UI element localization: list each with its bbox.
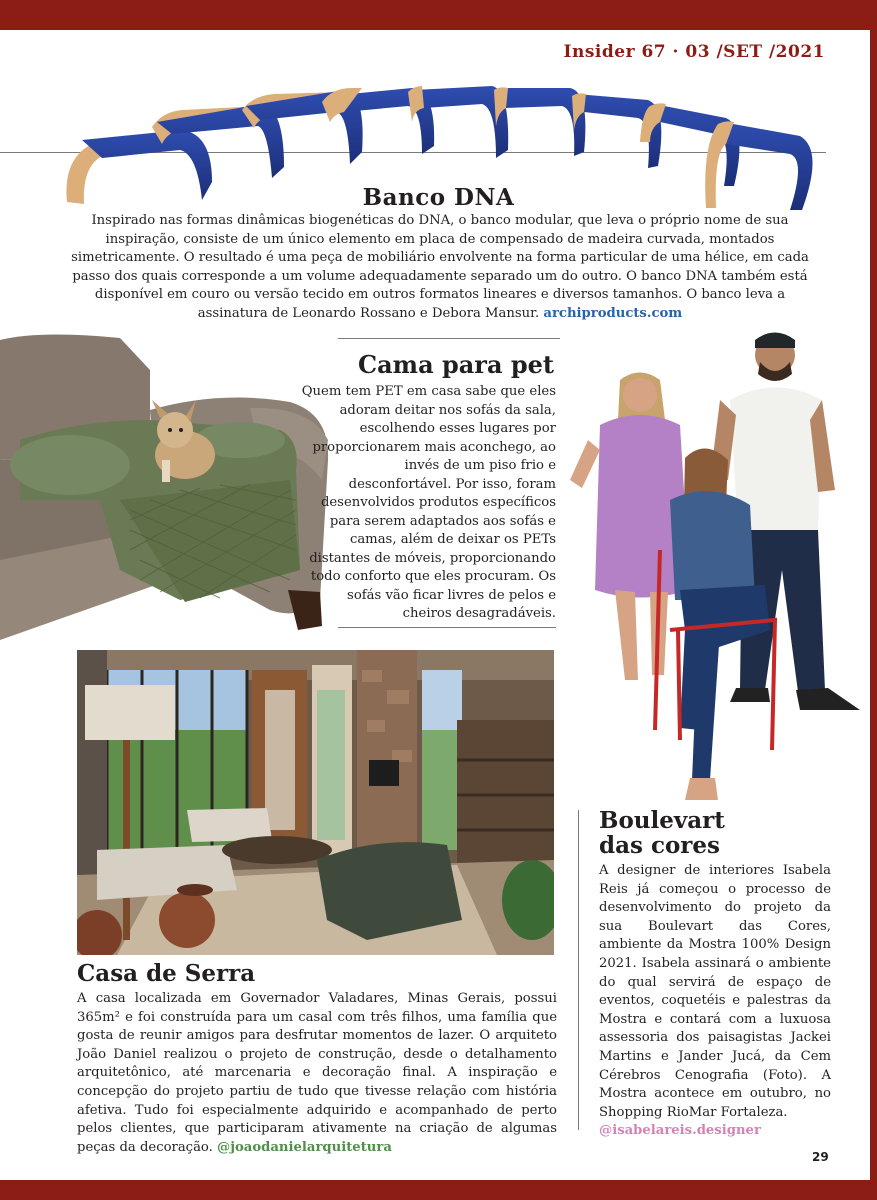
boulevart-title xyxy=(599,808,839,858)
issue-header: Insider 67 · 03 /SET /2021 xyxy=(563,42,825,62)
casa-de-serra-text: A casa localizada em Governador Valadares, Minas Gerais, possui 365m² e foi construída para um casal com três filhos, uma família que gosta de reunir amigos para desfrutar momentos de lazer. O arquiteto João Daniel realizou o projeto de construção, desde o detalhamento arquitetônico, até marcenaria e decoração final. A inspiração e concepção do projeto partiu de tudo que tivesse relação com história afetiva. Tudo foi especialmente adquirido e acompanhado de perto pelos clientes, que participaram ativamente na criação de algumas peças da decoração. xyxy=(77,991,557,1155)
boulevart-title-line2: das cores xyxy=(599,832,720,859)
pet-bed-title: Cama para pet xyxy=(358,350,554,379)
isabelareis-link[interactable]: @isabelareis.designer xyxy=(599,1123,761,1139)
boulevart-title-line1: Boulevart xyxy=(599,807,725,834)
boulevart-body xyxy=(599,862,831,1141)
top-banner xyxy=(0,0,877,30)
boulevart-designers-photo xyxy=(560,330,870,810)
pet-bed-body: Quem tem PET em casa sabe que eles adoram deitar nos sofás da sala, escolhendo esses lugares por proporcionarem mais aconchego, ao invés de um piso frio e desconfortável. Por isso, foram desenvolvidos produtos específicos para serem adaptados aos sofás e camas, além de deixar os PETs distantes de móveis, proporcionando todo conforto que eles procuram. Os sofás vão ficar livres de pelos e cheiros desagradáveis. xyxy=(301,384,556,621)
banco-dna-title: Banco DNA xyxy=(362,184,515,211)
bottom-banner xyxy=(0,1180,877,1200)
casa-de-serra-title: Casa de Serra xyxy=(77,960,256,987)
casa-de-serra-photo xyxy=(77,650,554,955)
boulevart-text: A designer de interiores Isabela Reis já começou o processo de desenvolvimento do projeto da sua Boulevart das Cores, ambiente da Mostra 100% Design 2021. Isabela assinará o ambiente do qual servirá de espaço de eventos, coquetéis e palestras da Mostra e contará com a luxuosa assessoria dos paisagistas Jackei Martins e Jander Jucá, da Cem Cérebros Cenografia (Foto). A Mostra acontece em outubro, no Shopping RioMar Fortaleza. xyxy=(599,863,831,1120)
pet-bottom-rule xyxy=(338,627,556,628)
page-number: 29 xyxy=(812,1150,829,1164)
pet-bed-sofa-photo xyxy=(0,330,338,650)
banco-dna-body xyxy=(60,212,820,324)
casa-de-serra-body xyxy=(77,990,557,1157)
joaodaniel-link[interactable]: @joaodanielarquitetura xyxy=(217,1139,392,1155)
archiproducts-link[interactable]: archiproducts.com xyxy=(543,305,683,321)
banco-dna-text: Inspirado nas formas dinâmicas biogenéticas do DNA, o banco modular, que leva o próprio nome de sua inspiração, consiste de um único elemento em placa de compensado de madeira curvada, montados simetricamente. O resultado é uma peça de mobiliário envolvente na forma particular de uma hélice, em cada passo dos quais corresponde a um volume adequadamente separado um do outro. O banco DNA também está disponível em couro ou versão tecido em outros formatos lineares e diversos tamanhos. O banco leva a assinatura de Leonardo Rossano e Debora Mansur. xyxy=(71,213,809,321)
